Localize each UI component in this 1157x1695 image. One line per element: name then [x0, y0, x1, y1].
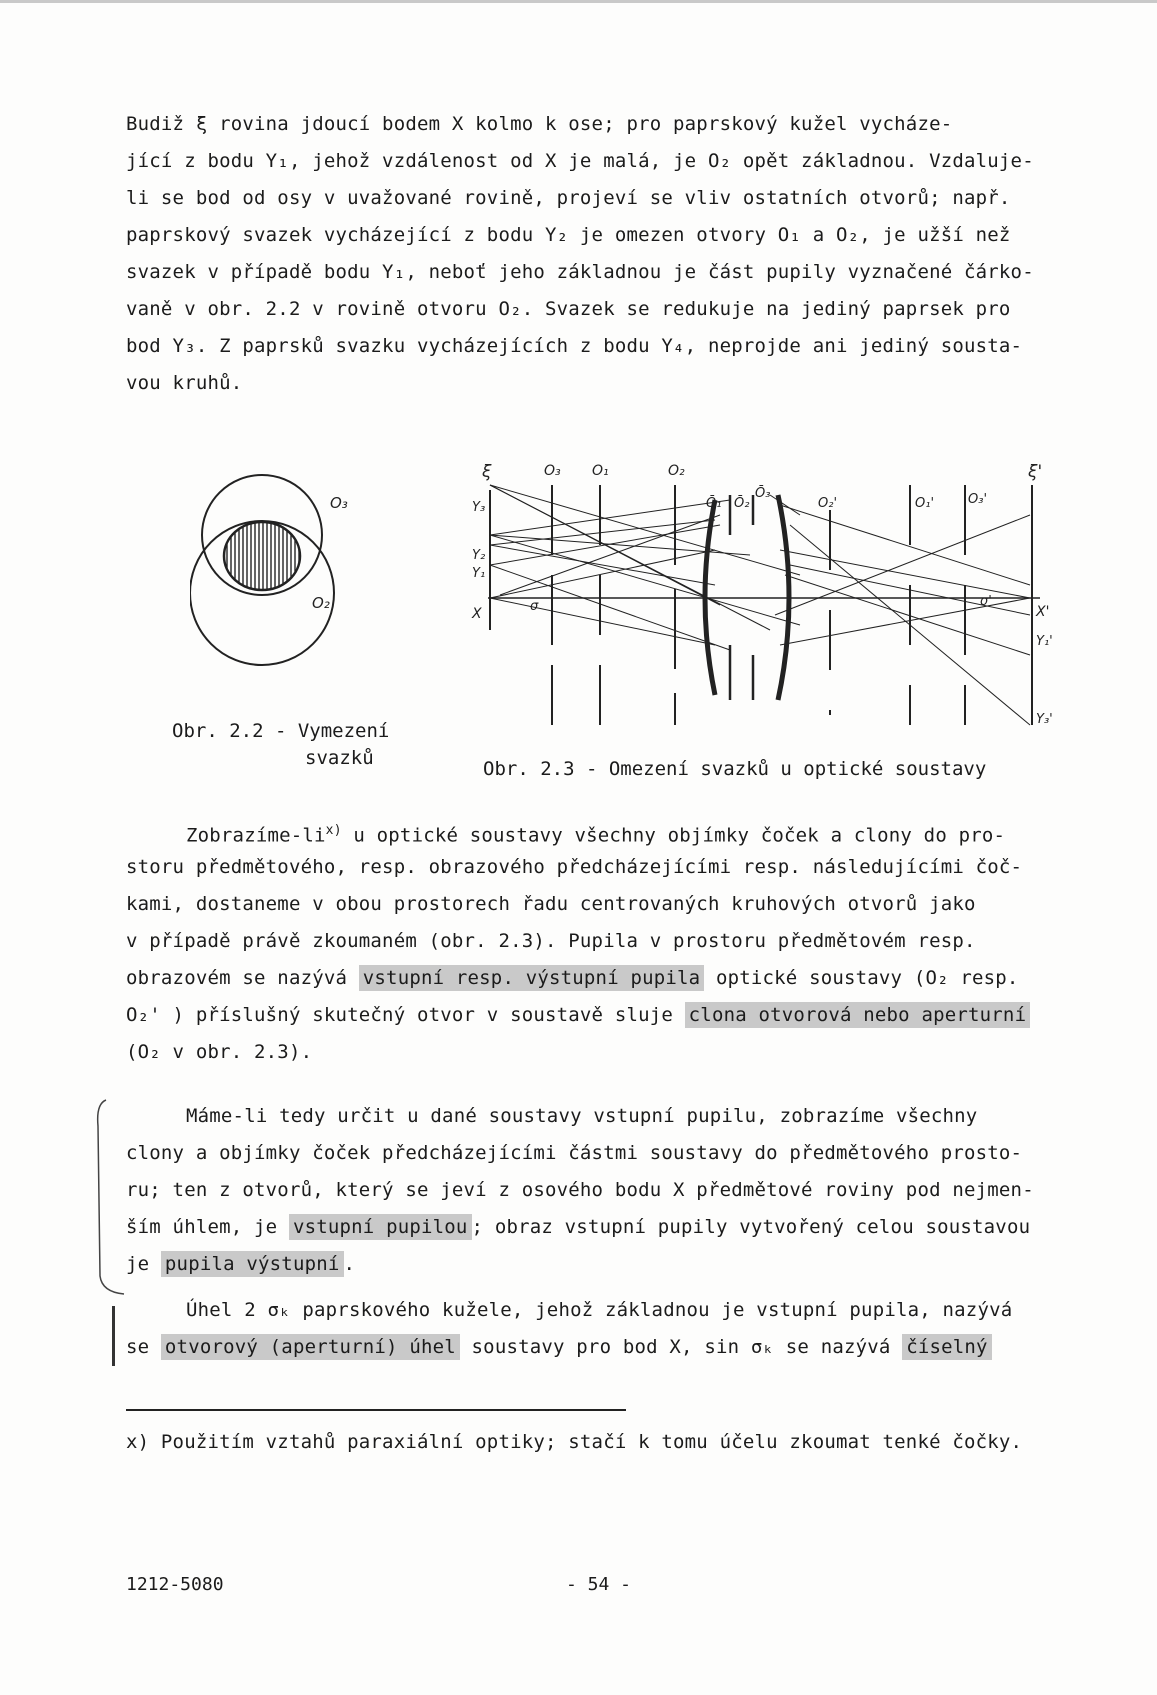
text-span: Zobrazíme-li — [186, 824, 326, 847]
label-x-prime: X' — [1036, 604, 1050, 620]
footnote-text: x) Použitím vztahů paraxiální optiky; stačí k tomu účelu zkoumat tenké čočky. — [126, 1431, 1023, 1453]
footnote-mark: x) — [325, 823, 342, 838]
label-o3-prime: O₃' — [968, 492, 988, 507]
figure-2-2-caption — [172, 718, 389, 772]
label-xi: ξ — [482, 462, 492, 482]
text-line: bod Y₃. Z paprsků svazku vycházejících z bodu Y₄, neprojde ani jediný sousta- — [126, 335, 1023, 357]
text-span: . — [343, 1253, 356, 1275]
text-span: ším úhlem, je — [126, 1216, 289, 1238]
highlighted-term: otvorový (aperturní) úhel — [161, 1334, 460, 1360]
text-span: se — [126, 1336, 161, 1358]
margin-mark — [112, 1306, 115, 1366]
text-line: ru; ten z otvorů, který se jeví z osového bodu X předmětové roviny pod nejmen- — [126, 1179, 1034, 1201]
text-span: u optické soustavy všechny objímky čoček a clony do pro- — [341, 824, 1006, 847]
document-number: 1212-5080 — [126, 1574, 224, 1595]
label-o1-bar: Ō₁ — [706, 496, 722, 511]
text-span: obrazovém se nazývá — [126, 967, 359, 989]
label-sigma: σ — [530, 599, 539, 614]
label-o2: O₂ — [312, 594, 330, 612]
label-o1: O₁ — [592, 463, 609, 479]
text-span: optické soustavy (O₂ resp. — [704, 967, 1019, 989]
highlighted-term: pupila výstupní — [161, 1251, 344, 1277]
highlighted-term: vstupní pupilou — [289, 1214, 472, 1240]
label-o2-bar: Ō₂ — [734, 496, 750, 511]
text-span: soustavy pro bod X, sin σₖ se nazývá — [459, 1336, 903, 1358]
text-span: je — [126, 1253, 161, 1275]
text-line — [126, 1209, 1086, 1246]
text-line: vou kruhů. — [126, 372, 243, 394]
text-line — [126, 1329, 1086, 1366]
text-line: clony a objímky čoček předcházejícími částmi soustavy do předmětového prosto- — [126, 1142, 1023, 1164]
highlighted-term: číselný — [902, 1334, 991, 1360]
label-o2: O₂ — [668, 463, 685, 479]
caption-line: Obr. 2.2 - Vymezení — [172, 720, 390, 742]
label-y1: Y₁ — [472, 566, 486, 581]
label-o3: O₃ — [330, 494, 348, 512]
label-o3-bar: Ō₃ — [755, 486, 771, 501]
text-line — [126, 960, 1086, 997]
page-number: - 54 - — [566, 1574, 632, 1595]
margin-bracket — [92, 1096, 132, 1296]
text-span: ; obraz vstupní pupily vytvořený celou soustavou — [471, 1216, 1031, 1238]
text-line: Budiž ξ rovina jdoucí bodem X kolmo k ose; pro paprskový kužel vycháze- — [126, 113, 953, 135]
label-o1-prime: O₁' — [915, 496, 935, 511]
text-line: kami, dostaneme v obou prostorech řadu centrovaných kruhových otvorů jako — [126, 893, 976, 915]
text-line: (O₂ v obr. 2.3). — [126, 1041, 313, 1063]
footnote-separator — [126, 1409, 626, 1411]
label-y2: Y₂ — [472, 548, 486, 563]
hatched-pupil — [224, 522, 300, 590]
text-line: jící z bodu Y₁, jehož vzdálenost od X je malá, je O₂ opět základnou. Vzdaluje- — [126, 150, 1034, 172]
label-x: X — [472, 606, 482, 622]
highlighted-term: vstupní resp. výstupní pupila — [359, 965, 705, 991]
text-line: v případě právě zkoumaném (obr. 2.3). Pupila v prostoru předmětovém resp. — [126, 930, 976, 952]
figure-2-3 — [470, 455, 1060, 740]
figure-2-3-caption: Obr. 2.3 - Omezení svazků u optické soustavy — [483, 758, 987, 780]
text-line: paprskový svazek vycházející z bodu Y₂ je omezen otvory O₁ a O₂, je užší než — [126, 224, 1011, 246]
caption-line: svazků — [305, 747, 374, 769]
label-y3: Y₃ — [472, 500, 486, 515]
text-line — [126, 812, 1086, 849]
ray-bundle — [490, 485, 1030, 725]
text-span: O₂' ) příslušný skutečný otvor v soustavě sluje — [126, 1004, 685, 1026]
paragraph-3 — [126, 1098, 1086, 1283]
footnote — [126, 1424, 1086, 1461]
paragraph-2 — [126, 812, 1086, 1071]
text-line — [126, 997, 1086, 1034]
label-xi-prime: ξ' — [1028, 462, 1043, 482]
text-line: vaně v obr. 2.2 v rovině otvoru O₂. Svazek se redukuje na jediný paprsek pro — [126, 298, 1011, 320]
label-y3-prime: Y₃' — [1036, 712, 1053, 727]
label-sigma-prime: σ' — [980, 594, 992, 609]
text-line — [126, 1246, 1086, 1283]
label-o3: O₃ — [544, 463, 561, 479]
paragraph-4 — [126, 1292, 1086, 1366]
text-line: svazek v případě bodu Y₁, neboť jeho základnou je část pupily vyznačené čárko- — [126, 261, 1034, 283]
scan-edge — [0, 0, 1157, 3]
figure-2-2 — [190, 470, 370, 690]
highlighted-term: clona otvorová nebo aperturní — [685, 1002, 1031, 1028]
text-line: Máme-li tedy určit u dané soustavy vstupní pupilu, zobrazíme všechny — [186, 1105, 978, 1127]
label-y1-prime: Y₁' — [1036, 634, 1053, 649]
text-line: Úhel 2 σₖ paprskového kužele, jehož základnou je vstupní pupila, nazývá — [186, 1299, 1013, 1321]
text-line: storu předmětového, resp. obrazového předcházejícími resp. následujícími čoč- — [126, 856, 1023, 878]
label-o2-prime: O₂' — [818, 496, 838, 511]
text-line: li se bod od osy v uvažované rovině, projeví se vliv ostatních otvorů; např. — [126, 187, 1011, 209]
paragraph-1 — [126, 106, 1086, 402]
